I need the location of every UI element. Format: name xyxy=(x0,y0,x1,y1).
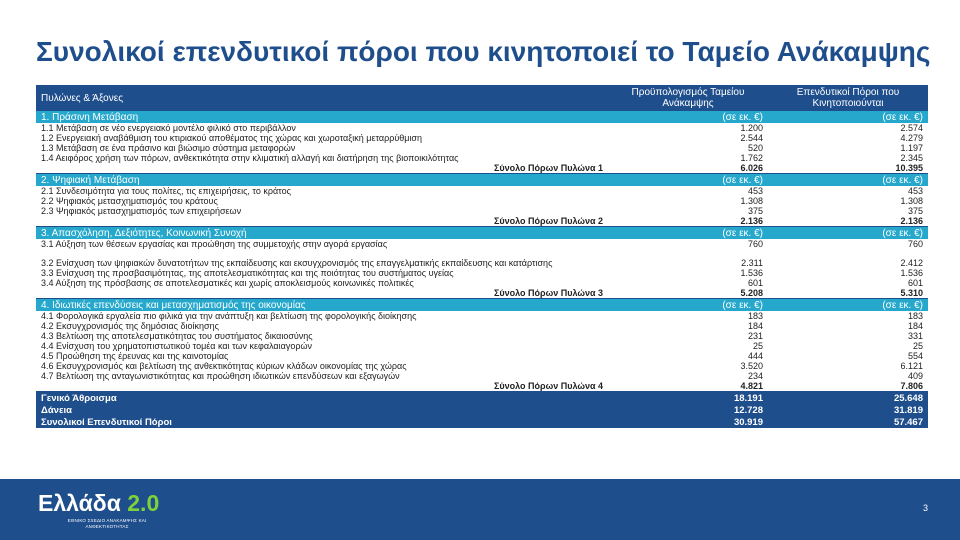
total-resources: 31.819 xyxy=(768,404,928,416)
header-budget: Προϋπολογισμός Ταμείου Ανάκαμψης xyxy=(608,85,768,111)
subtotal-resources: 7.806 xyxy=(768,381,928,392)
pillar-row xyxy=(36,111,928,123)
axis-label: 4.6 Εκσυγχρονισμός και βελτίωση της ανθεκτικότητας κύριων κλάδων οικονομίας της χώρας xyxy=(36,361,608,371)
subtotal-budget: 6.026 xyxy=(608,163,768,174)
pillar-name: 2. Ψηφιακή Μετάβαση xyxy=(36,174,608,187)
axis-label: 4.2 Εκσυγχρονισμός της δημόσιας διοίκησης xyxy=(36,321,608,331)
axis-label: 4.7 Βελτίωση της ανταγωνιστικότητας και προώθηση ιδιωτικών επενδύσεων και εξαγωγών xyxy=(36,371,608,381)
resources-value: 453 xyxy=(768,186,928,196)
subtotal-label: Σύνολο Πόρων Πυλώνα 1 xyxy=(36,163,608,174)
resources-value: 1.536 xyxy=(768,268,928,278)
table-row xyxy=(36,153,928,163)
total-row xyxy=(36,416,928,428)
axis-label: 2.2 Ψηφιακός μετασχηματισμός του κράτους xyxy=(36,196,608,206)
table-row xyxy=(36,361,928,371)
subtotal-row xyxy=(36,381,928,392)
axis-label: 1.1 Μετάβαση σε νέο ενεργειακό μοντέλο φιλικό στο περιβάλλον xyxy=(36,123,608,133)
resources-value: 2.574 xyxy=(768,123,928,133)
budget-value: 601 xyxy=(608,278,768,288)
pillar-name: 3. Απασχόληση, Δεξιότητες, Κοινωνική Συνοχή xyxy=(36,227,608,240)
axis-label: 4.4 Ενίσχυση του χρηματοπιστωτικού τομέα και των κεφαλαιαγορών xyxy=(36,341,608,351)
total-label: Γενικό Άθροισμα xyxy=(36,392,608,405)
header-pillars-axes: Πυλώνες & Άξονες xyxy=(36,85,608,111)
subtotal-row xyxy=(36,288,928,299)
subtotal-resources: 5.310 xyxy=(768,288,928,299)
subtotal-budget: 4.821 xyxy=(608,381,768,392)
pillar-row xyxy=(36,174,928,187)
table-row xyxy=(36,133,928,143)
budget-value: 183 xyxy=(608,311,768,321)
resources-value: 25 xyxy=(768,341,928,351)
axis-label: 2.3 Ψηφιακός μετασχηματισμός των επιχειρήσεων xyxy=(36,206,608,216)
greece-2-0-logo xyxy=(38,490,178,534)
resources-value: 375 xyxy=(768,206,928,216)
table-row xyxy=(36,143,928,153)
axis-label: 3.4 Αύξηση της πρόσβασης σε αποτελεσματικές και χωρίς αποκλεισμούς κοινωνικές πολιτικές xyxy=(36,278,608,288)
table-row xyxy=(36,341,928,351)
table-header-row xyxy=(36,85,928,111)
slide-title: Συνολικοί επενδυτικοί πόροι που κινητοποιεί το Ταμείο Ανάκαμψης xyxy=(36,36,931,67)
axis-label: 1.3 Μετάβαση σε ένα πράσινο και βιώσιμο σύστημα μεταφορών xyxy=(36,143,608,153)
resources-table-container xyxy=(36,85,928,428)
resources-value: 554 xyxy=(768,351,928,361)
resources-value: 2.412 xyxy=(768,249,928,268)
budget-value: 231 xyxy=(608,331,768,341)
pillar-unit: (σε εκ. €) xyxy=(768,174,928,187)
resources-value: 2.345 xyxy=(768,153,928,163)
axis-label: 4.1 Φορολογικά εργαλεία πιο φιλικά για την ανάπτυξη και βελτίωση της φορολογικής διοίκησης xyxy=(36,311,608,321)
budget-value: 444 xyxy=(608,351,768,361)
table-row xyxy=(36,206,928,216)
axis-label: 3.3 Ενίσχυση της προσβασιμότητας, της αποτελεσματικότητας και της ποιότητας του συστήματος υγείας xyxy=(36,268,608,278)
axis-label: 4.5 Προώθηση της έρευνας και της καινοτομίας xyxy=(36,351,608,361)
subtotal-row xyxy=(36,216,928,227)
resources-value: 183 xyxy=(768,311,928,321)
budget-value: 1.308 xyxy=(608,196,768,206)
total-label: Δάνεια xyxy=(36,404,608,416)
resources-value: 760 xyxy=(768,239,928,249)
logo-version: 2.0 xyxy=(127,490,160,516)
total-budget: 30.919 xyxy=(608,416,768,428)
logo-subtitle: ΕΘΝΙΚΟ ΣΧΕΔΙΟ ΑΝΑΚΑΜΨΗΣ ΚΑΙ ΑΝΘΕΚΤΙΚΟΤΗΤΑΣ xyxy=(67,518,147,529)
axis-label: 4.3 Βελτίωση της αποτελεσματικότητας του συστήματος δικαιοσύνης xyxy=(36,331,608,341)
subtotal-row xyxy=(36,163,928,174)
pillar-row xyxy=(36,299,928,312)
table-row xyxy=(36,351,928,361)
subtotal-label: Σύνολο Πόρων Πυλώνα 3 xyxy=(36,288,608,299)
subtotal-resources: 2.136 xyxy=(768,216,928,227)
pillar-unit: (σε εκ. €) xyxy=(768,111,928,123)
subtotal-resources: 10.395 xyxy=(768,163,928,174)
budget-value: 1.200 xyxy=(608,123,768,133)
pillar-name: 4. Ιδιωτικές επενδύσεις και μετασχηματισμός της οικονομίας xyxy=(36,299,608,312)
resources-value: 4.279 xyxy=(768,133,928,143)
table-row xyxy=(36,371,928,381)
subtotal-budget: 5.208 xyxy=(608,288,768,299)
resources-value: 1.308 xyxy=(768,196,928,206)
table-row xyxy=(36,321,928,331)
budget-value: 375 xyxy=(608,206,768,216)
budget-value: 2.311 xyxy=(608,249,768,268)
budget-value: 184 xyxy=(608,321,768,331)
header-resources: Επενδυτικοί Πόροι που Κινητοποιούνται xyxy=(768,85,928,111)
pillar-unit: (σε εκ. €) xyxy=(608,299,768,312)
axis-label: 3.2 Ενίσχυση των ψηφιακών δυνατοτήτων της εκπαίδευσης και εκσυγχρονισμός της επαγγελματικής εκπαίδευσης και κατάρτισης xyxy=(36,249,608,268)
axis-label: 2.1 Συνδεσιμότητα για τους πολίτες, τις επιχειρήσεις, το κράτος xyxy=(36,186,608,196)
pillar-name: 1. Πράσινη Μετάβαση xyxy=(36,111,608,123)
table-row xyxy=(36,268,928,278)
budget-value: 3.520 xyxy=(608,361,768,371)
total-row xyxy=(36,404,928,416)
budget-value: 25 xyxy=(608,341,768,351)
total-resources: 57.467 xyxy=(768,416,928,428)
total-budget: 12.728 xyxy=(608,404,768,416)
table-row xyxy=(36,123,928,133)
total-row xyxy=(36,392,928,405)
budget-value: 234 xyxy=(608,371,768,381)
pillar-unit: (σε εκ. €) xyxy=(768,227,928,240)
table-row xyxy=(36,278,928,288)
pillar-unit: (σε εκ. €) xyxy=(608,111,768,123)
resources-value: 6.121 xyxy=(768,361,928,371)
page-number: 3 xyxy=(922,503,928,513)
resources-value: 184 xyxy=(768,321,928,331)
pillar-unit: (σε εκ. €) xyxy=(608,227,768,240)
total-resources: 25.648 xyxy=(768,392,928,405)
resources-value: 1.197 xyxy=(768,143,928,153)
budget-value: 453 xyxy=(608,186,768,196)
total-budget: 18.191 xyxy=(608,392,768,405)
axis-label: 1.2 Ενεργειακή αναβάθμιση του κτιριακού αποθέματος της χώρας και χωροταξική μεταρρύθμιση xyxy=(36,133,608,143)
pillar-unit: (σε εκ. €) xyxy=(768,299,928,312)
subtotal-label: Σύνολο Πόρων Πυλώνα 4 xyxy=(36,381,608,392)
pillar-row xyxy=(36,227,928,240)
resources-value: 331 xyxy=(768,331,928,341)
table-row xyxy=(36,196,928,206)
total-label: Συνολικοί Επενδυτικοί Πόροι xyxy=(36,416,608,428)
axis-label: 3.1 Αύξηση των θέσεων εργασίας και προώθηση της συμμετοχής στην αγορά εργασίας xyxy=(36,239,608,249)
logo-word: Ελλάδα xyxy=(38,490,121,516)
subtotal-label: Σύνολο Πόρων Πυλώνα 2 xyxy=(36,216,608,227)
resources-table xyxy=(36,85,928,428)
table-row xyxy=(36,239,928,249)
resources-value: 601 xyxy=(768,278,928,288)
budget-value: 760 xyxy=(608,239,768,249)
table-row xyxy=(36,311,928,321)
budget-value: 520 xyxy=(608,143,768,153)
budget-value: 1.762 xyxy=(608,153,768,163)
budget-value: 2.544 xyxy=(608,133,768,143)
pillar-unit: (σε εκ. €) xyxy=(608,174,768,187)
budget-value: 1.536 xyxy=(608,268,768,278)
table-row xyxy=(36,331,928,341)
axis-label: 1.4 Αειφόρος χρήση των πόρων, ανθεκτικότητα στην κλιματική αλλαγή και διατήρηση της βιοποικιλότητας xyxy=(36,153,608,163)
table-row xyxy=(36,186,928,196)
resources-value: 409 xyxy=(768,371,928,381)
subtotal-budget: 2.136 xyxy=(608,216,768,227)
table-row xyxy=(36,249,928,268)
